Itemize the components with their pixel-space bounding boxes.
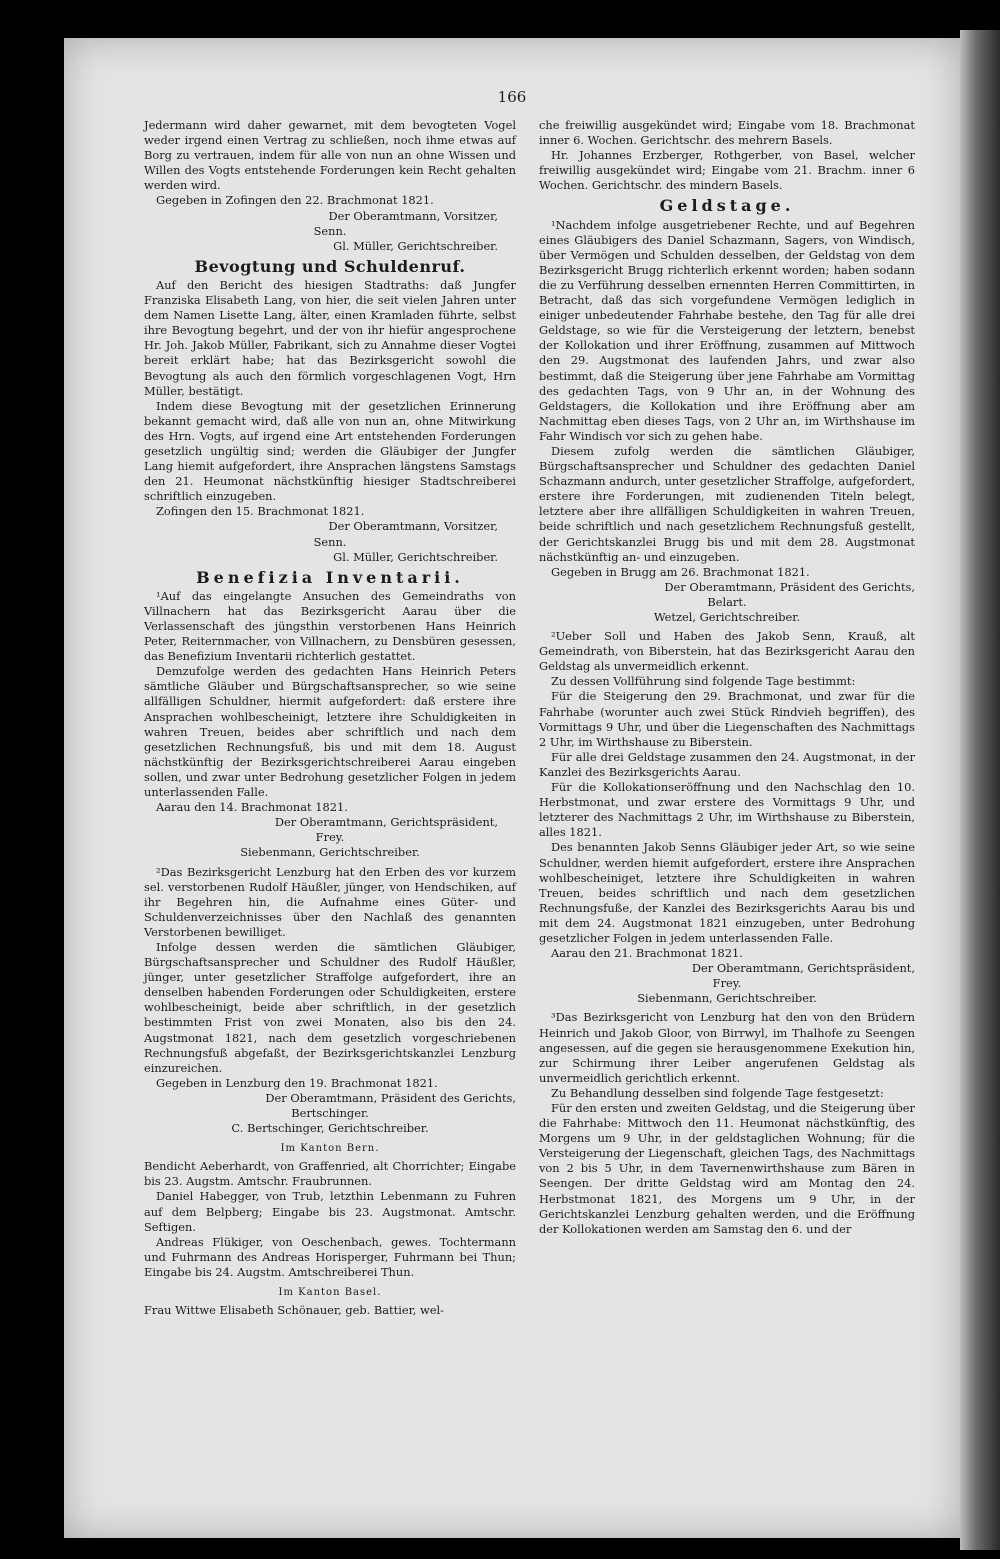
benefizia1-paragraph-1: ¹Auf das eingelangte Ansuchen des Gemeindraths von Villnachern hat das Bezirksgericht Aarau über die Verlassenschaft des jüngsthin verstorbenen Hans Heinrich Peter, Reiternmacher, von Villnachern, zu Densbüren gesessen, das Benefizium Inventarii richterlich gestattet. bbox=[144, 588, 516, 664]
geldstag2-given-line: Aarau den 21. Brachmonat 1821. bbox=[551, 946, 743, 961]
geldstag2-paragraph-2: Zu dessen Vollführung sind folgende Tage bestimmt: bbox=[551, 674, 856, 689]
geldstag2-signature-3: Siebenmann, Gerichtschreiber. bbox=[637, 991, 817, 1006]
benefizia2-signature-2: Bertschinger. bbox=[291, 1106, 369, 1120]
benefizia2-signature-1: Der Oberamtmann, Präsident des Gerichts, bbox=[265, 1090, 516, 1105]
geldstag1-signature-1: Der Oberamtmann, Präsident des Gerichts, bbox=[664, 579, 915, 594]
geldstag2-signature-1: Der Oberamtmann, Gerichtspräsident, bbox=[691, 961, 915, 976]
bern-entry-2: Daniel Habegger, von Trub, letzthin Lebenmann zu Fuhren auf dem Belpberg; Eingabe bis 23. Augstmonat. Amtschr. Seftigen. bbox=[144, 1189, 516, 1234]
heading-bevogtung: Bevogtung und Schuldenruf. bbox=[194, 256, 466, 276]
geldstag1-paragraph-1: ¹Nachdem infolge ausgetriebener Rechte, und auf Begehren eines Gläubigers des Daniel Schazmann, Sagers, von Windisch, über Vermögen und Schulden desselben, der Geldstag von dem Bezirksgericht Brugg richterlich erkennt worden; haben sodann die zu Verführung desselben ernennten Herren Committirten, in Betracht, daß das sich vorgefundene Vermögen lediglich in einiger unbedeutender Fahrhabe bestehe, den Tag für alle drei Geldstage, so wie für die Versteigerung der letztern, benebst der Kollokation und ihrer Eröffnung, zusammen auf Mittwoch den 29. Augstmonat des laufenden Jahrs, und zwar also bestimmt, daß die Steigerung über jene Fahrhabe am Vormittag des gedachten Tags, von 9 Uhr an, in der Wohnung des Geldstagers, die Kollokation und ihre Eröffnung aber am Nachmittag eben dieses Tags, von 2 Uhr an, im Wirthshause im Fahr Windisch vor sich zu gehen habe. bbox=[539, 217, 915, 443]
geldstag1-signature-3: Wetzel, Gerichtschreiber. bbox=[653, 610, 801, 624]
benefizia2-paragraph-2: Infolge dessen werden die sämtlichen Gläubiger, Bürgschaftsansprecher und Schuldner des Rudolf Häußler, jünger, unter gesetzlicher Straffolge aufgefordert, ihre an denselben habenden Forderungen oder Schuldigkeiten, erstere wohlbescheinigt, beide aber schriftlich, in der gesetzlich bestimmten Frist von zwei Monaten, also bis den 24. Augstmonat 1821, nach dem gesetzlich vorgeschriebenen Rechnungsfuß abgefaßt, der Bezirksgerichtskanzlei Lenzburg einzureichen. bbox=[144, 939, 516, 1075]
bevogtung-paragraph-1: Auf den Bericht des hiesigen Stadtraths: daß Jungfer Franziska Elisabeth Lang, von hier, die seit vielen Jahren unter dem Namen Lisette Lang, älter, einen Kramladen führte, selbst ihre Bevogtung begehrt, und der von ihr hiefür angesprochene Hr. Joh. Jakob Müller, Fabrikant, sich zu Annahme dieser Vogtei bereit erklärt habe; hat das Bezirksgericht sowohl die Bevogtung als auch den förmlich vorgeschlagenen Vogt, Hrn Müller, bestätigt. bbox=[144, 277, 516, 398]
geldstag2-paragraph-1: ²Ueber Soll und Haben des Jakob Senn, Krauß, alt Gemeindrath, von Biberstein, hat das Bezirksgericht Aarau den Geldstag als unvermeidlich erkennt. bbox=[539, 629, 915, 674]
right-column bbox=[539, 118, 915, 1237]
page-number: 166 bbox=[497, 88, 527, 106]
benefizia1-paragraph-2: Demzufolge werden des gedachten Hans Heinrich Peters sämtliche Gläuber und Bürgschaftsansprecher, so wie seine allfälligen Schuldner, hiermit aufgefordert: daß erstere ihre Ansprachen wohlbescheinigt, letztere ihre Schuldigkeiten in wahren Treuen, beides aber schriftlich und nach dem gesetzlichen Rechnungsfuß, bis und mit dem 18. August nächstkünftig der Bezirksgerichtschreiberei Aarau eingeben sollen, und zwar unter Bedrohung gesetzlicher Folgen in jedem unterlassenden Falle. bbox=[144, 664, 516, 800]
geldstag2-paragraph-6: Des benannten Jakob Senns Gläubiger jeder Art, so wie seine Schuldner, werden hiemit aufgefordert, erstere ihre Ansprachen wohlbescheiniget, letztere ihre Schuldigkeiten in wahren Treuen, beides schriftlich und nach dem gesetzlichen Rechnungsfuße, der Kanzlei des Bezirksgerichts Aarau bis und mit dem 24. Augstmonat 1821 einzugeben, unter Bedrohung gesetzlicher Folgen in jedem unterlassenden Falle. bbox=[539, 840, 915, 945]
bevogtung-signature-3: Gl. Müller, Gerichtschreiber. bbox=[333, 549, 498, 564]
geldstag1-given-line: Gegeben in Brugg am 26. Brachmonat 1821. bbox=[551, 564, 810, 579]
benefizia2-paragraph-1: ²Das Bezirksgericht Lenzburg hat den Erben des vor kurzem sel. verstorbenen Rudolf Häußler, jünger, von Hendschiken, auf ihr Begehren hin, die Aufnahme eines Güter- und Schuldenverzeichnisses über den Nachlaß des genannten Verstorbenen bewilliget. bbox=[144, 864, 516, 939]
geldstag2-signature-2: Frey. bbox=[712, 976, 742, 991]
bern-entry-3: Andreas Flükiger, von Oeschenbach, gewes. Tochtermann und Fuhrmann des Andreas Horisperger, Fuhrmann bei Thun; Eingabe bis 24. Augstm. Amtschreiberei Thun. bbox=[144, 1234, 516, 1279]
benefizia1-signature-2: Frey. bbox=[315, 830, 345, 845]
intro-paragraph: Jedermann wird daher gewarnet, mit dem bevogteten Vogel weder irgend einen Vertrag zu schließen, noch ihme etwas auf Borg zu vertrauen, indem für alle von nun an ohne Wissen und Willen des Vogts entstehende Forderungen kein Recht gehalten werden wird. bbox=[144, 118, 516, 193]
intro-signature-3: Gl. Müller, Gerichtschreiber. bbox=[333, 238, 498, 253]
benefizia1-signature-1: Der Oberamtmann, Gerichtspräsident, bbox=[274, 815, 498, 830]
bevogtung-signature-1: Der Oberamtmann, Vorsitzer, bbox=[328, 519, 498, 534]
benefizia1-given-line: Aarau den 14. Brachmonat 1821. bbox=[156, 800, 348, 815]
basel-entry-1: Frau Wittwe Elisabeth Schönauer, geb. Battier, wel- bbox=[144, 1303, 445, 1318]
geldstag2-paragraph-5: Für die Kollokationseröffnung und den Nachschlag den 10. Herbstmonat, und zwar erstere des Vormittags 9 Uhr, und letzterer des Nachmittags 2 Uhr, im Wirthshause zu Biberstein, alles 1821. bbox=[539, 780, 915, 840]
intro-signature-2: Senn. bbox=[313, 223, 347, 238]
canton-bern-heading: Im Kanton Bern. bbox=[280, 1143, 380, 1155]
geldstag3-paragraph-3: Für den ersten und zweiten Geldstag, und die Steigerung über die Fahrhabe: Mittwoch den 11. Heumonat nächstkünftig, des Morgens um 9 Uhr, in der geldstaglichen Wohnung; für die Versteigerung der Liegenschaft, gleichen Tags, des Nachmittags von 2 bis 5 Uhr, in dem Tavernenwirthshause zum Bären in Seengen. Der dritte Geldstag wird am Montag den 24. Herbstmonat 1821, des Morgens um 9 Uhr, in der Gerichtskanzlei Lenzburg gehalten werden, und die Eröffnung der Kollokationen werden am Samstag den 6. und der bbox=[539, 1101, 915, 1236]
bevogtung-paragraph-2: Indem diese Bevogtung mit der gesetzlichen Erinnerung bekannt gemacht wird, daß alle von nun an, ohne Mitwirkung des Hrn. Vogts, auf irgend eine Art entstehenden Forderungen gesetzlich ungültig sind; werden die Gläubiger der Jungfer Lang hiemit aufgefordert, ihre Ansprachen längstens Samstags den 21. Heumonat nächstkünftig hiesiger Stadtschreiberei schriftlich einzugeben. bbox=[144, 398, 516, 504]
left-column bbox=[144, 118, 516, 1318]
bevogtung-signature-2: Senn. bbox=[313, 534, 347, 549]
intro-given-line: Gegeben in Zofingen den 22. Brachmonat 1821. bbox=[156, 193, 434, 208]
bevogtung-given-line: Zofingen den 15. Brachmonat 1821. bbox=[156, 504, 365, 519]
benefizia1-signature-3: Siebenmann, Gerichtschreiber. bbox=[240, 845, 420, 860]
book-spine bbox=[960, 30, 1000, 1550]
geldstag2-paragraph-4: Für alle drei Geldstage zusammen den 24. Augstmonat, in der Kanzlei des Bezirksgerichts Aarau. bbox=[539, 749, 915, 779]
geldstag2-paragraph-3: Für die Steigerung den 29. Brachmonat, und zwar für die Fahrhabe (worunter auch zwei Stück Rindvieh begriffen), des Vormittags 9 Uhr, und über die Liegenschaften des Nachmittags 2 Uhr, im Wirthshause zu Biberstein. bbox=[539, 689, 915, 749]
heading-geldstage: Geldstage. bbox=[659, 196, 795, 216]
geldstag1-signature-2: Belart. bbox=[707, 594, 747, 609]
newspaper-page bbox=[64, 38, 960, 1538]
bern-entry-1: Bendicht Aeberhardt, von Graffenried, alt Chorrichter; Eingabe bis 23. Augstm. Amtschr. Fraubrunnen. bbox=[144, 1159, 516, 1189]
basel-entry-1-continued: che freiwillig ausgekündet wird; Eingabe vom 18. Brachmonat inner 6. Wochen. Gerichtschr. des mehrern Basels. bbox=[539, 118, 915, 148]
geldstag3-paragraph-2: Zu Behandlung desselben sind folgende Tage festgesetzt: bbox=[551, 1085, 884, 1100]
benefizia2-signature-3: C. Bertschinger, Gerichtschreiber. bbox=[231, 1121, 429, 1136]
canton-basel-heading: Im Kanton Basel. bbox=[278, 1287, 382, 1299]
geldstag3-paragraph-1: ³Das Bezirksgericht von Lenzburg hat den von den Brüdern Heinrich und Jakob Gloor, von Birrwyl, im Thalhofe zu Seengen angesessen, auf die gegen sie herausgenommene Exekution hin, zur Schirmung ihrer Leiber angerufenen Geldstag als unvermeidlich gerichtlich erkennt. bbox=[539, 1010, 915, 1085]
benefizia2-given-line: Gegeben in Lenzburg den 19. Brachmonat 1821. bbox=[156, 1075, 438, 1090]
intro-signature-1: Der Oberamtmann, Vorsitzer, bbox=[328, 208, 498, 223]
geldstag1-paragraph-2: Diesem zufolg werden die sämtlichen Gläubiger, Bürgschaftsansprecher und Schuldner des gedachten Daniel Schazmann andurch, unter gesetzlicher Straffolge, aufgefordert, erstere ihre Forderungen, mit zudienenden Titeln belegt, letztere aber ihre allfälligen Schuldigkeiten in wahren Treuen, beide schriftlich und nach gesetzlichem Rechnungsfuß gestellt, der Gerichtskanzlei Brugg bis und mit dem 28. Augstmonat nächstkünftig an- und einzugeben. bbox=[539, 443, 915, 564]
basel-entry-2: Hr. Johannes Erzberger, Rothgerber, von Basel, welcher freiwillig ausgekündet wird; Eingabe vom 21. Brachm. inner 6 Wochen. Gerichtschr. des mindern Basels. bbox=[539, 148, 915, 193]
heading-benefizia: Benefizia Inventarii. bbox=[196, 567, 464, 587]
